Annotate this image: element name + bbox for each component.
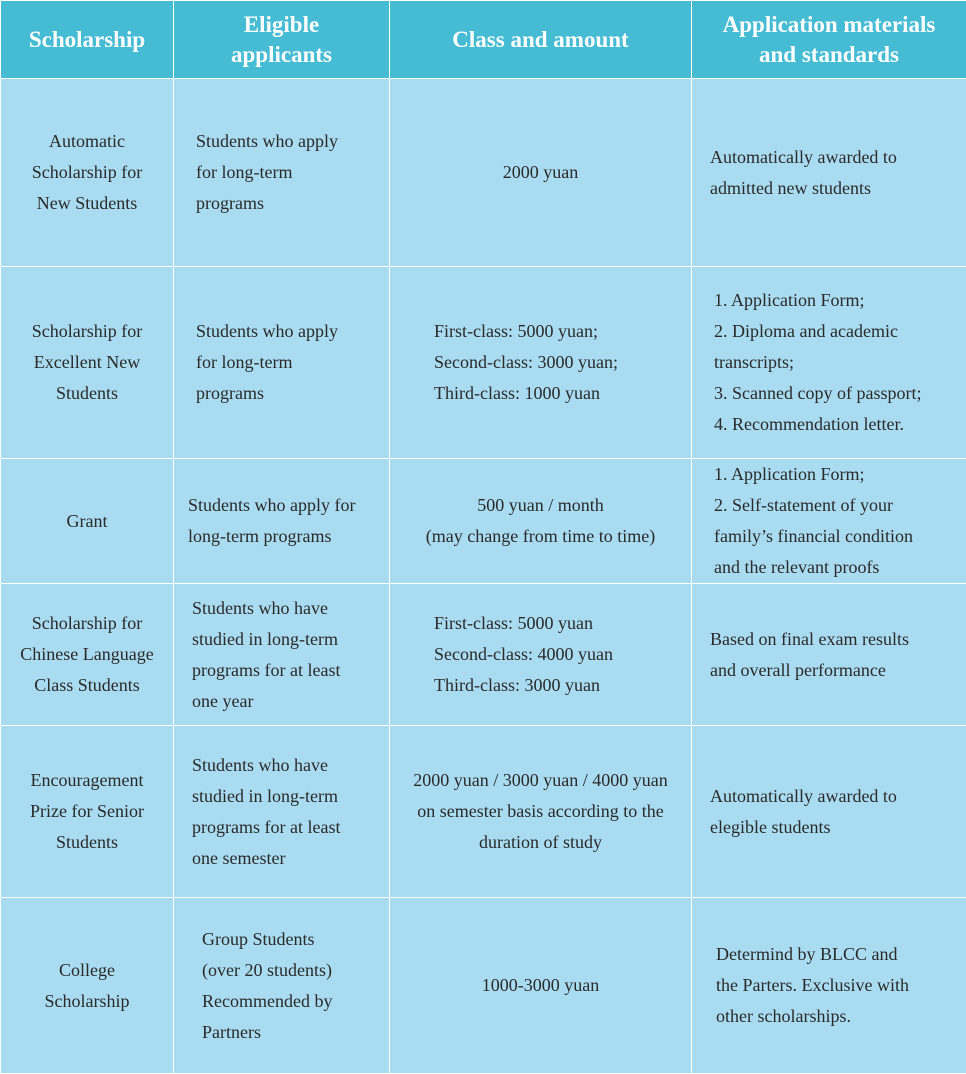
scholarship-name-cell: Scholarship for Chinese Language Class Students xyxy=(1,584,174,726)
materials-cell: Automatically awarded to elegible students xyxy=(692,726,966,898)
table-row xyxy=(1,726,966,898)
class-amount-cell: 2000 yuan / 3000 yuan / 4000 yuan on semester basis according to the duration of study xyxy=(390,726,692,898)
eligible-applicants-cell: Group Students (over 20 students) Recommended by Partners xyxy=(174,898,390,1074)
table-row xyxy=(1,79,966,267)
header-scholarship: Scholarship xyxy=(1,1,174,79)
eligible-applicants-cell: Students who have studied in long-term programs for at least one semester xyxy=(174,726,390,898)
scholarship-name-cell: Automatic Scholarship for New Students xyxy=(1,79,174,267)
header-application-materials: Application materials and standards xyxy=(692,1,966,79)
materials-cell: Based on final exam results and overall performance xyxy=(692,584,966,726)
table-row xyxy=(1,267,966,459)
materials-cell: Automatically awarded to admitted new students xyxy=(692,79,966,267)
materials-cell: 1. Application Form; 2. Diploma and academic transcripts; 3. Scanned copy of passport; 4. Recommendation letter. xyxy=(692,267,966,459)
scholarship-name-cell: Scholarship for Excellent New Students xyxy=(1,267,174,459)
class-amount-cell: First-class: 5000 yuan Second-class: 4000 yuan Third-class: 3000 yuan xyxy=(390,584,692,726)
eligible-applicants-cell: Students who apply for long-term programs xyxy=(174,459,390,584)
scholarship-name-cell: Grant xyxy=(1,459,174,584)
table-row xyxy=(1,898,966,1074)
class-amount-cell: 1000-3000 yuan xyxy=(390,898,692,1074)
materials-cell: 1. Application Form; 2. Self-statement of your family’s financial condition and the relevant proofs xyxy=(692,459,966,584)
table-row xyxy=(1,584,966,726)
table-row xyxy=(1,459,966,584)
class-amount-cell: First-class: 5000 yuan; Second-class: 3000 yuan; Third-class: 1000 yuan xyxy=(390,267,692,459)
header-class-and-amount: Class and amount xyxy=(390,1,692,79)
scholarship-name-cell: College Scholarship xyxy=(1,898,174,1074)
eligible-applicants-cell: Students who apply for long-term programs xyxy=(174,267,390,459)
header-row xyxy=(1,1,966,79)
scholarship-name-cell: Encouragement Prize for Senior Students xyxy=(1,726,174,898)
class-amount-cell: 2000 yuan xyxy=(390,79,692,267)
class-amount-cell: 500 yuan / month (may change from time to time) xyxy=(390,459,692,584)
materials-cell: Determind by BLCC and the Parters. Exclusive with other scholarships. xyxy=(692,898,966,1074)
eligible-applicants-cell: Students who apply for long-term programs xyxy=(174,79,390,267)
header-eligible-applicants: Eligible applicants xyxy=(174,1,390,79)
eligible-applicants-cell: Students who have studied in long-term programs for at least one year xyxy=(174,584,390,726)
